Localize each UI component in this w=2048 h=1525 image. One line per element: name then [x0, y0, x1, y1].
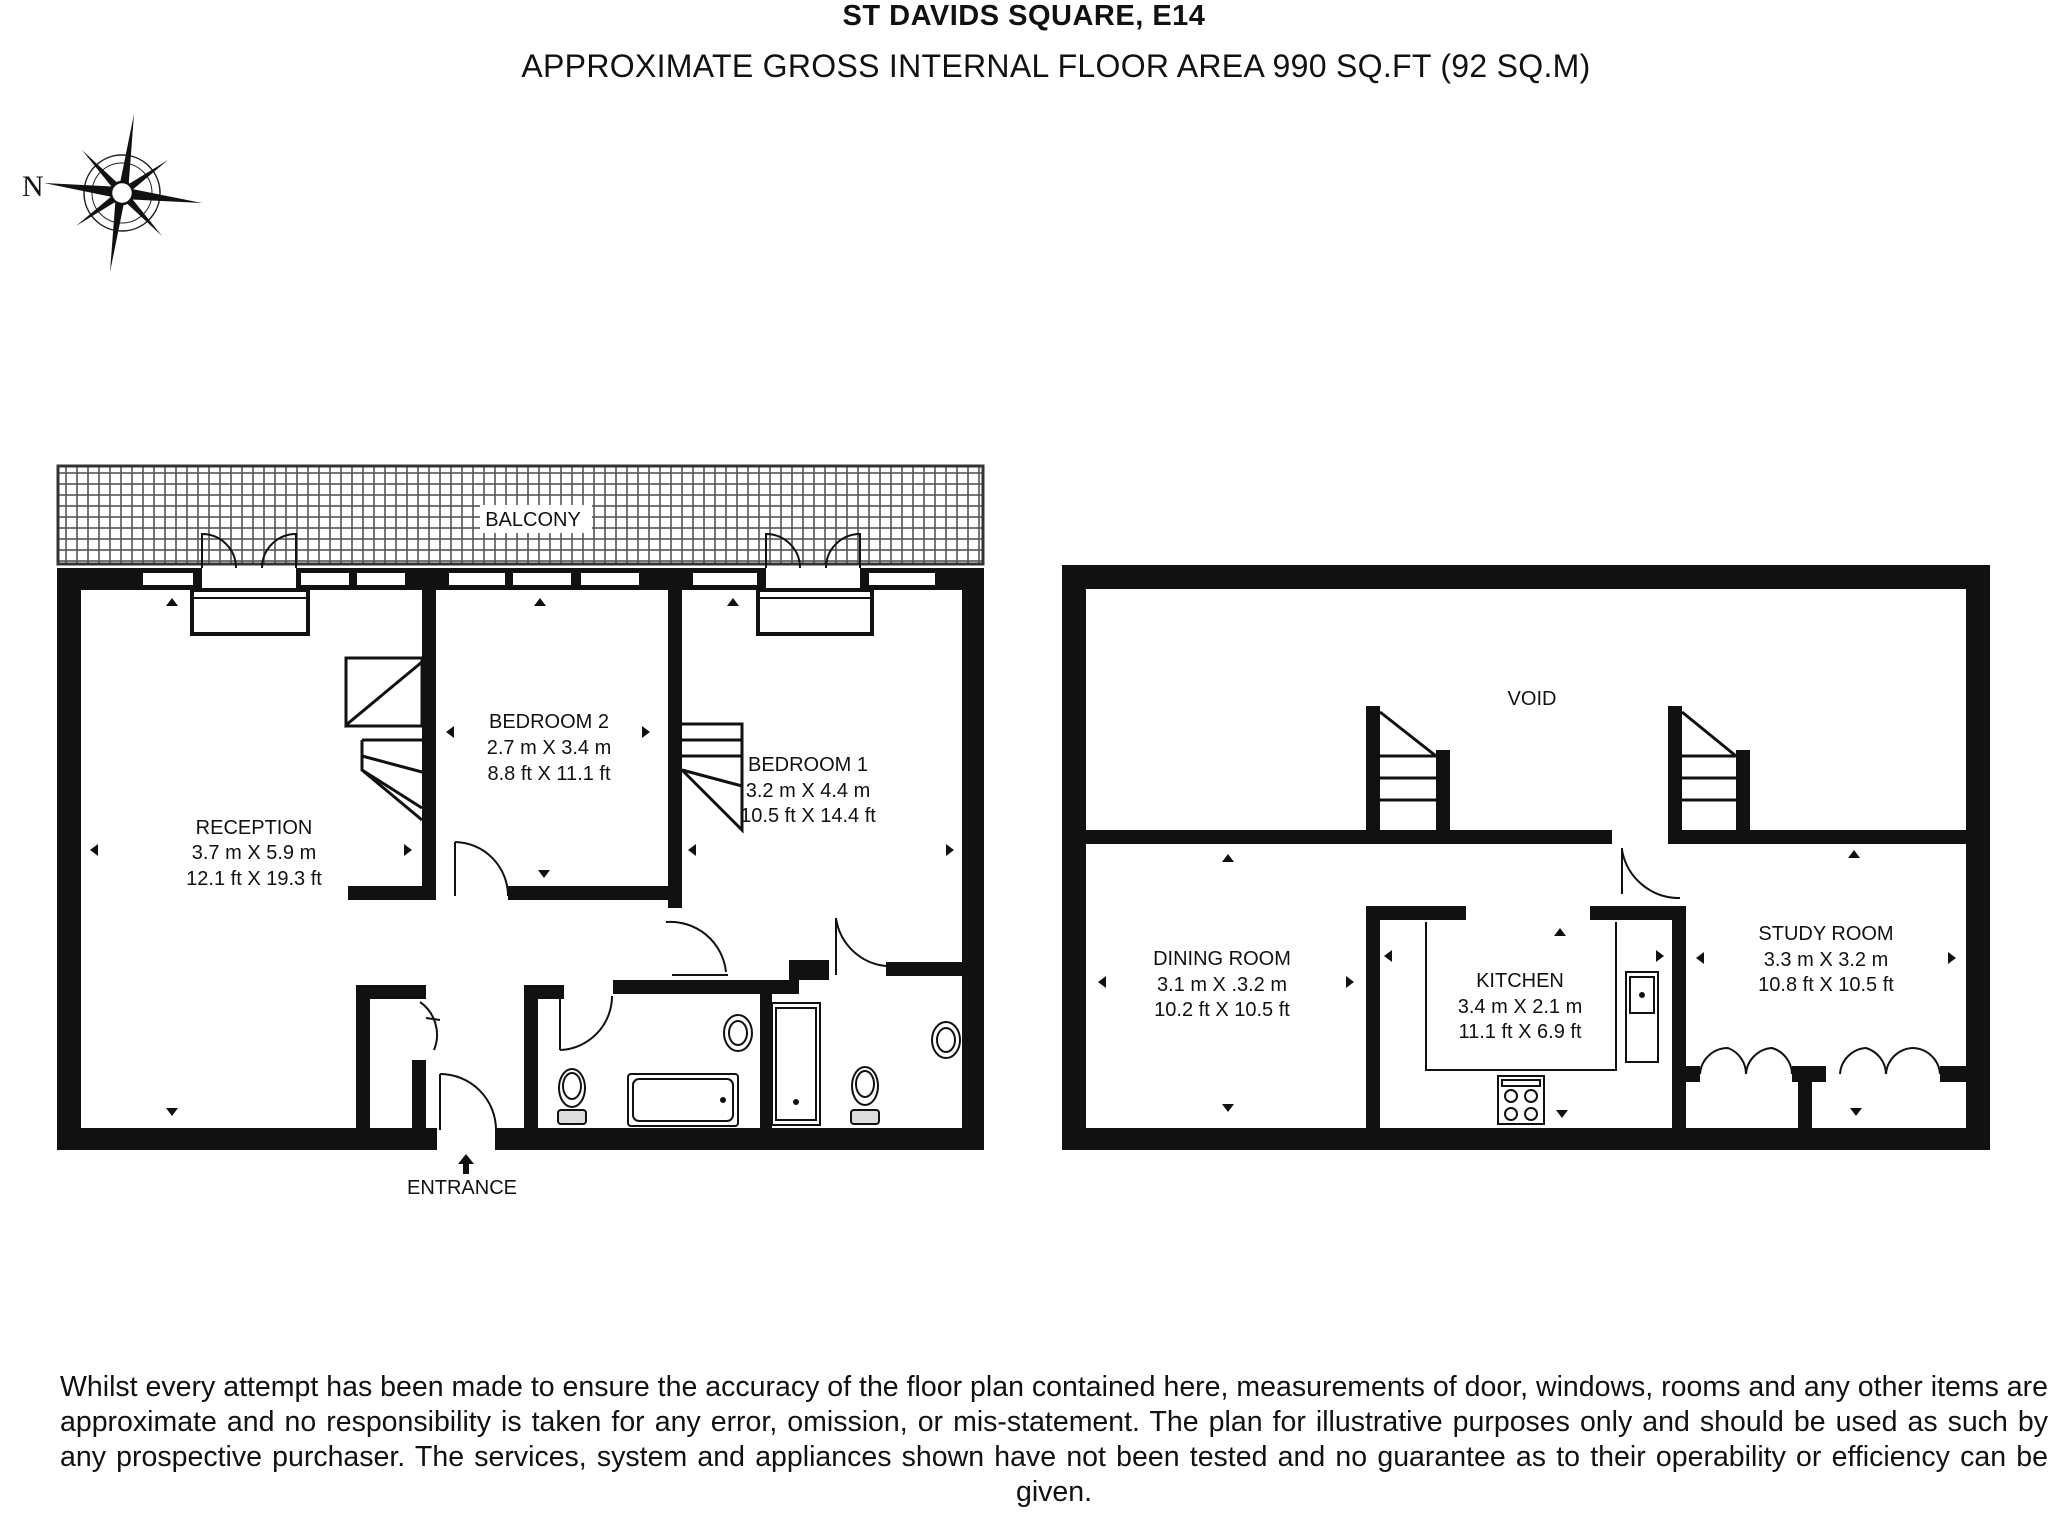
dining-metric: 3.1 m X .3.2 m [1156, 974, 1288, 996]
staircase-bedroom1 [682, 724, 742, 830]
reception-metric: 3.7 m X 5.9 m [191, 842, 317, 864]
entrance-arrow-icon [458, 1154, 474, 1174]
bedroom2-metric: 2.7 m X 3.4 m [486, 737, 612, 759]
lower-floor-plan [57, 466, 984, 1199]
bedroom2-imperial: 8.8 ft X 11.1 ft [487, 763, 611, 785]
bedroom1-name: BEDROOM 1 [747, 754, 869, 776]
interior-walls [348, 568, 970, 1135]
floor-area-subtitle: APPROXIMATE GROSS INTERNAL FLOOR AREA 990 SQ.FT (92 SQ.M) [521, 48, 1591, 84]
dining-name: DINING ROOM [1153, 948, 1291, 970]
kitchen-name: KITCHEN [1476, 970, 1564, 992]
staircase-reception [346, 658, 422, 820]
study-imperial: 10.8 ft X 10.5 ft [1758, 974, 1894, 996]
dining-imperial: 10.2 ft X 10.5 ft [1154, 999, 1290, 1021]
compass-north-label: N [22, 170, 44, 203]
void-label: VOID [1507, 688, 1557, 710]
kitchen-metric: 3.4 m X 2.1 m [1457, 996, 1583, 1018]
study-name: STUDY ROOM [1758, 923, 1894, 945]
reception-imperial: 12.1 ft X 19.3 ft [186, 868, 322, 890]
compass-rose-icon [22, 114, 202, 272]
balcony-label: BALCONY [485, 509, 581, 531]
reception-name: RECEPTION [195, 817, 313, 839]
study-metric: 3.3 m X 3.2 m [1763, 949, 1889, 971]
void-boundary-wall [1086, 706, 1966, 844]
kitchen-imperial: 11.1 ft X 6.9 ft [1458, 1021, 1582, 1043]
staircase-void [1380, 712, 1736, 800]
bedroom1-imperial: 10.5 ft X 14.4 ft [740, 805, 876, 827]
bedroom1-metric: 3.2 m X 4.4 m [745, 780, 871, 802]
entrance-label: ENTRANCE [406, 1177, 518, 1199]
upper-floor-plan [1062, 565, 1990, 1150]
bedroom2-name: BEDROOM 2 [488, 711, 610, 733]
disclaimer-text: Whilst every attempt has been made to ensure the accuracy of the floor plan contained here, measurements of door, windows, rooms and any other items are approximate and no responsibility is taken for any error, omission, or mis-statement. The plan for illustrative purposes only and should be used as such by any prospective purchaser. The services, system and appliances shown have not been tested and no guarantee as to their operability or efficiency can be given. [60, 1371, 2048, 1508]
page-title: ST DAVIDS SQUARE, E14 [842, 0, 1206, 32]
bathroom-fixtures [558, 1003, 960, 1126]
